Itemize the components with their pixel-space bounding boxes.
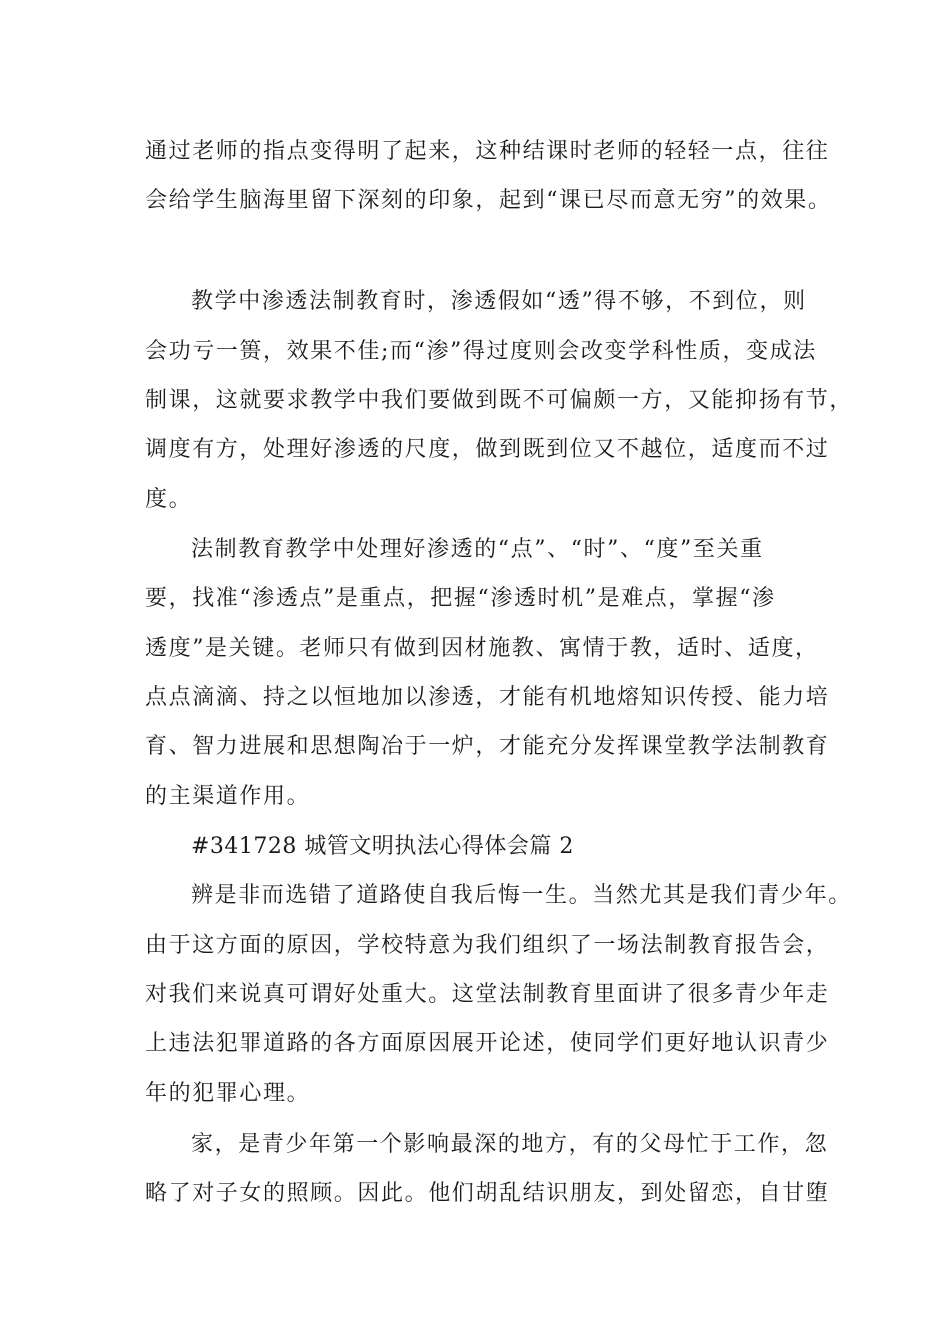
paragraph-line: 教学中渗透法制教育时，渗透假如“透”得不够，不到位，则 [191,289,807,314]
paragraph-line: 辨是非而选错了道路使自我后悔一生。当然尤其是我们青少年。 [191,883,852,908]
paragraph-line: 透度”是关键。老师只有做到因材施教、寓情于教，适时、适度， [145,636,819,661]
paragraph-line: 点点滴滴、持之以恒地加以渗透，才能有机地熔知识传授、能力培 [145,685,830,710]
paragraph-line: 家，是青少年第一个影响最深的地方，有的父母忙于工作，忽 [191,1132,829,1157]
paragraph-line: 调度有方，处理好渗透的尺度，做到既到位又不越位，适度而不过 [145,437,830,462]
paragraph-line: 要，找准“渗透点”是重点，把握“渗透时机”是难点，掌握“渗 [145,586,776,611]
paragraph-line: 上违法犯罪道路的各方面原因展开论述，使同学们更好地认识青少 [145,1031,830,1056]
paragraph-line: 对我们来说真可谓好处重大。这堂法制教育里面讲了很多青少年走 [145,982,830,1007]
paragraph-line: 由于这方面的原因，学校特意为我们组织了一场法制教育报告会， [145,933,830,958]
paragraph-line: 通过老师的指点变得明了起来，这种结课时老师的轻轻一点，往往 [145,139,830,164]
paragraph-line: 的主渠道作用。 [145,784,311,809]
paragraph-line: 年的犯罪心理。 [145,1081,311,1106]
section-heading: #341728 城管文明执法心得体会篇 2 [191,834,574,859]
paragraph-line: 法制教育教学中处理好渗透的“点”、“时”、“度”至关重 [191,537,764,562]
paragraph-line: 育、智力进展和思想陶冶于一炉，才能充分发挥课堂教学法制教育 [145,734,830,759]
paragraph-line: 度。 [145,487,193,512]
paragraph-line: 略了对子女的照顾。因此。他们胡乱结识朋友，到处留恋，自甘堕 [145,1181,830,1206]
paragraph-line: 会功亏一篑，效果不佳;而“渗”得过度则会改变学科性质，变成法 [145,339,817,364]
paragraph-line: 会给学生脑海里留下深刻的印象，起到“课已尽而意无穷”的效果。 [145,188,832,213]
paragraph-line: 制课，这就要求教学中我们要做到既不可偏颇一方，又能抑扬有节， [145,388,854,413]
